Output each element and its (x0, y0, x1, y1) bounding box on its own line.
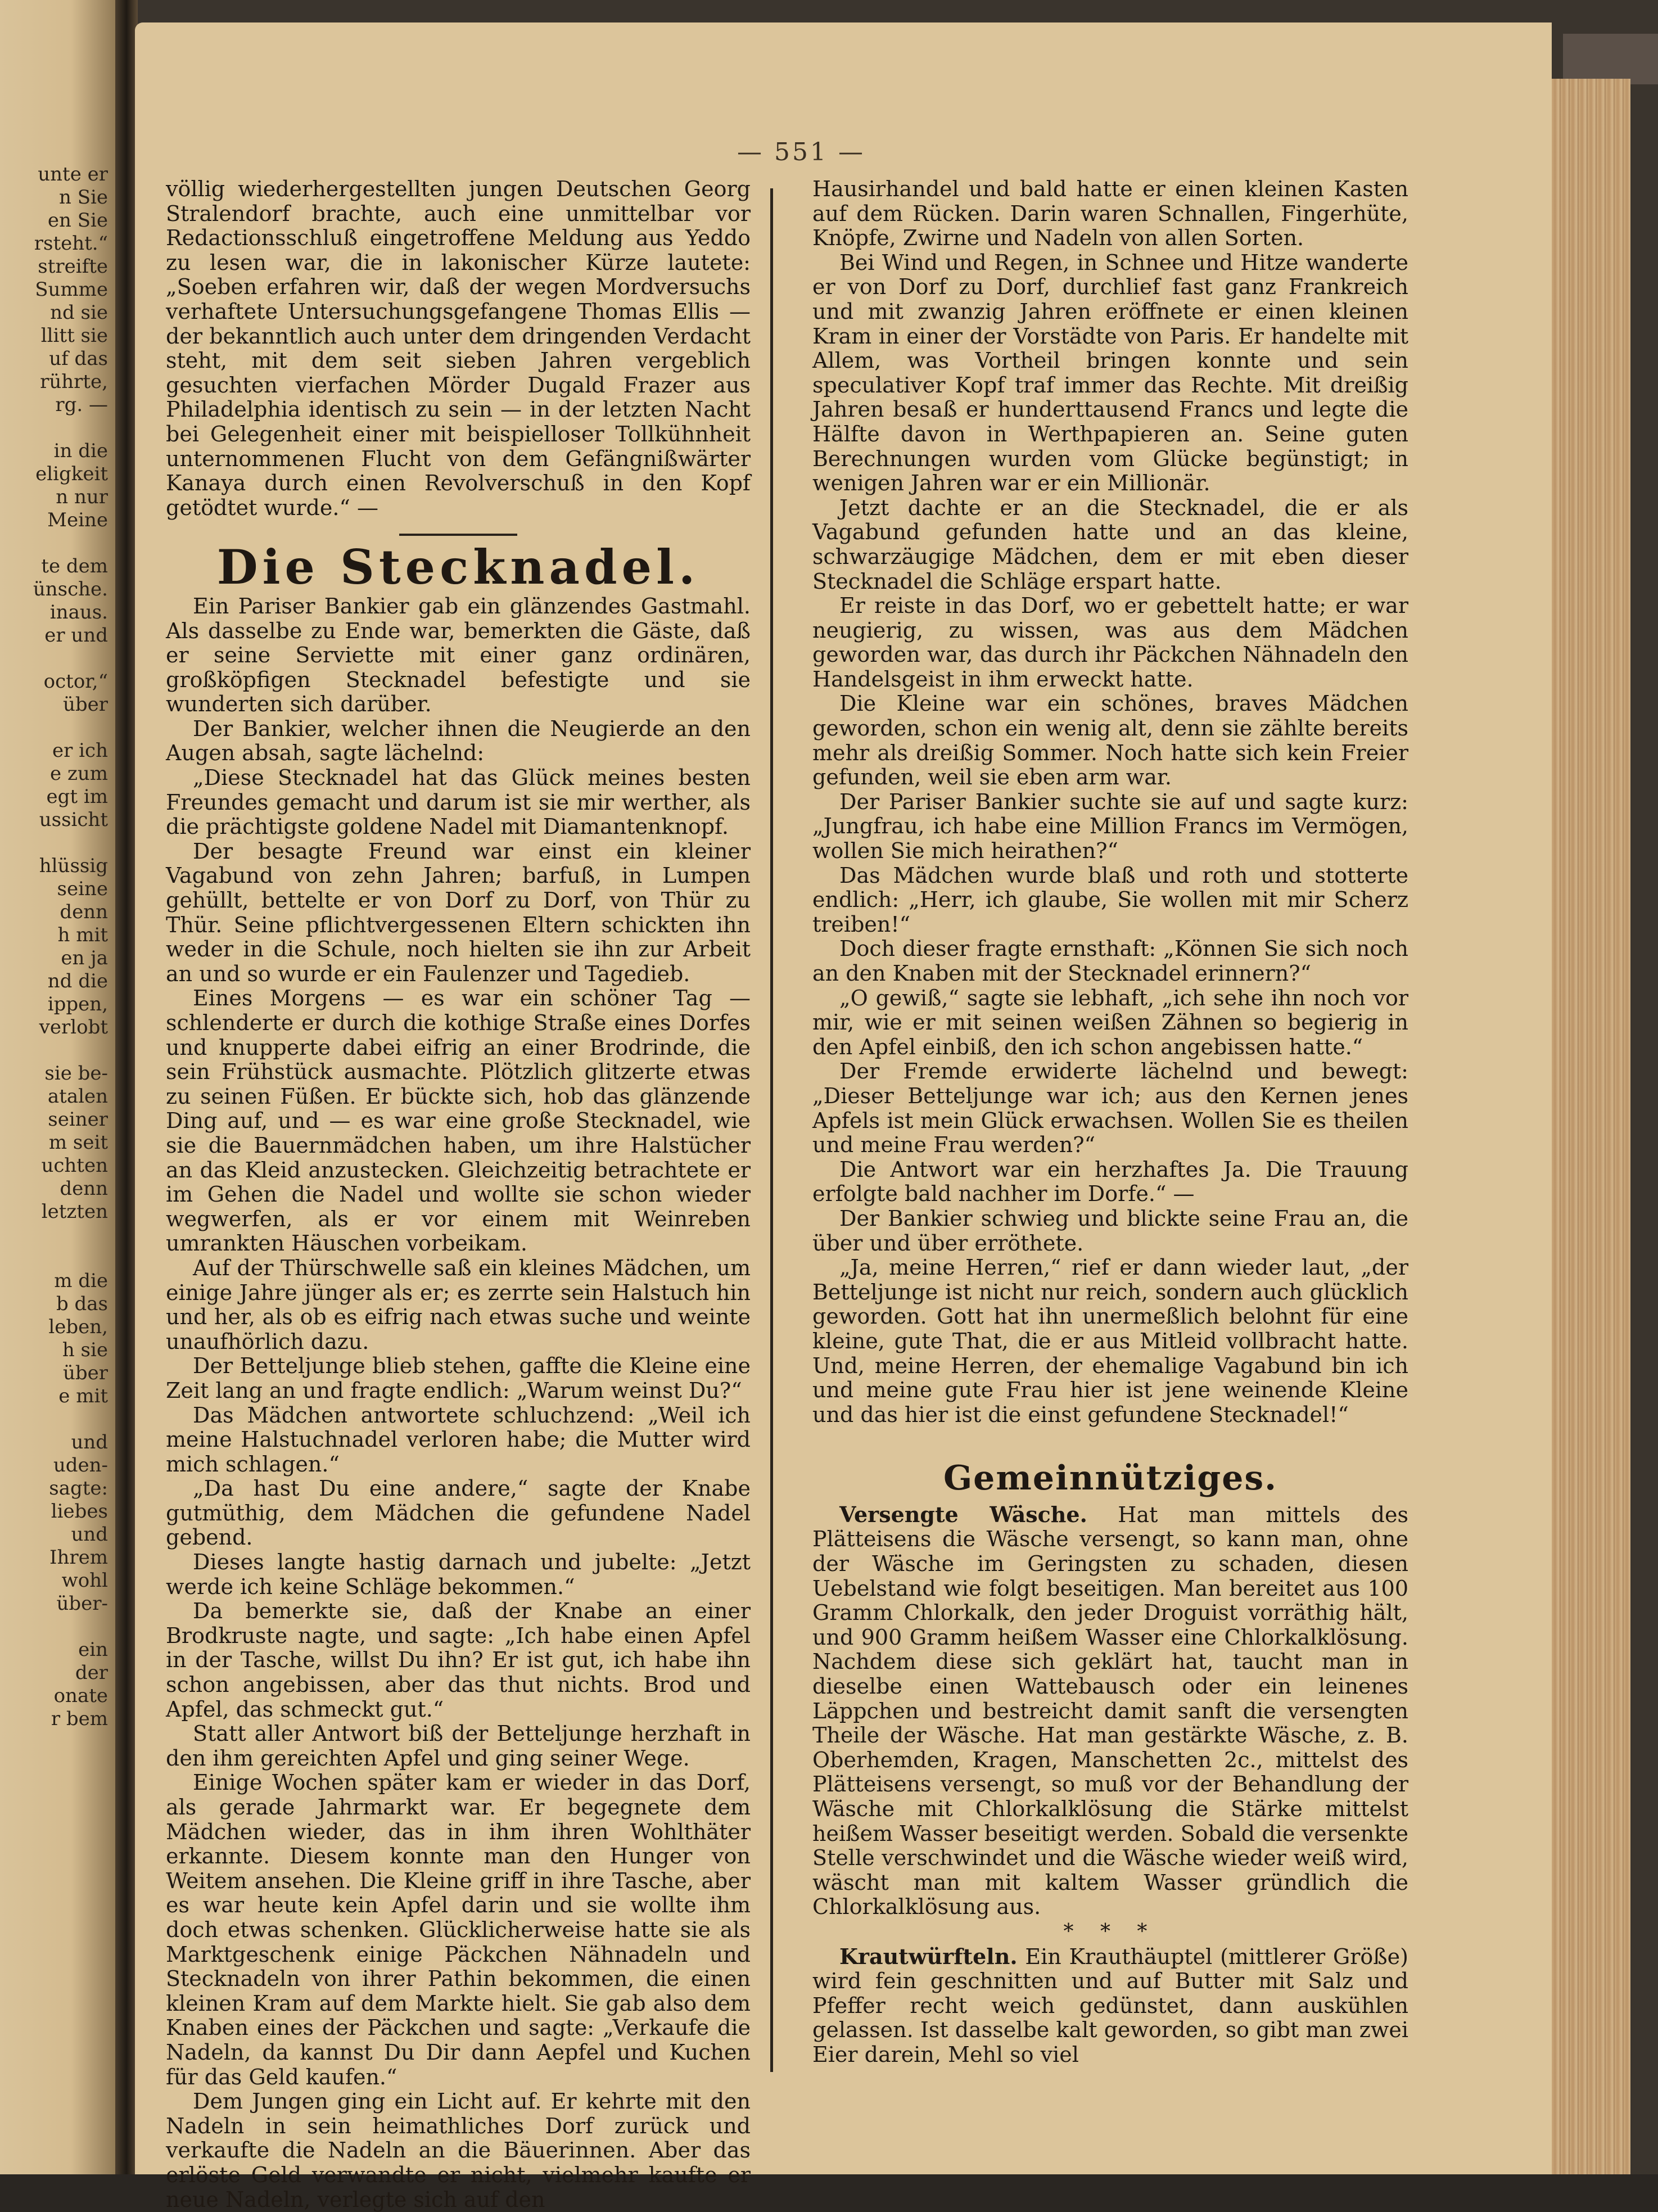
paragraph: Das Mädchen wurde blaß und roth und stotterte endlich: „Herr, ich glaube, Sie wollen mit mir Scherz treiben!“ (812, 863, 1408, 937)
paragraph: Die Kleine war ein schönes, braves Mädchen geworden, schon ein wenig alt, denn sie zählte bereits mehr als dreißig Sommer. Noch hatte sich kein Freier gefunden, weil sie eben arm war. (812, 691, 1408, 790)
paragraph: Ein Pariser Bankier gab ein glänzendes Gastmahl. Als dasselbe zu Ende war, bemerkten die Gäste, daß er seine Serviette mit einer ganz ordinären, großköpfigen Stecknadel befestigte und sie wunderten sich darüber. (166, 593, 751, 717)
paragraph: Der Pariser Bankier suchte sie auf und sagte kurz: „Jungfrau, ich habe eine Million Francs im Vermögen, wollen Sie mich heirathen?“ (812, 789, 1408, 864)
paragraph: „O gewiß,“ sagte sie lebhaft, „ich sehe ihn noch vor mir, wie er mit seinen weißen Zähnen so begierig in den Apfel einbiß, den ich schon angebissen hatte.“ (812, 985, 1408, 1059)
paragraph: Der Bankier schwieg und blickte seine Frau an, die über und über erröthete. (812, 1206, 1408, 1256)
left-page-text-fragment: unte er n Sie en Sie rsteht.“ streifte Summe nd sie llitt sie uf das rührte, rg. — in die eligkeit n nur Meine te dem ünsche. inaus. er und octor,“ über er ich e zum egt im ussicht hlüssig seine denn h mit en ja nd die ippen, verlobt sie be- atalen seiner m seit uchten denn letzten m die b das leben, h sie über e mit und uden- sagte: liebes und Ihrem wohl über- ein der onate r bem (33, 163, 108, 1730)
left-page (0, 0, 118, 2174)
recipe-title: Krautwürfteln. (839, 1943, 1018, 1969)
paragraph: „Da hast Du eine andere,“ sagte der Knabe gutmüthig, dem Mädchen die gefundene Nadel gebend. (166, 1476, 751, 1550)
paragraph: „Diese Stecknadel hat das Glück meines besten Freundes gemacht und darum ist sie mir werther, als die prächtigste goldene Nadel mit Diamantenknopf. (166, 765, 751, 839)
paragraph: Einige Wochen später kam er wieder in das Dorf, als gerade Jahrmarkt war. Er begegnete dem Mädchen wieder, das in ihm ihren Wohlthäter erkannte. Diesem konnte man den Hunger von Weitem ansehen. Die Kleine griff in ihre Tasche, aber es war heute kein Apfel darin und sie wollte ihm doch etwas schenken. Glücklicherweise hatte sie als Marktgeschenk einige Päckchen Nähnadeln und Stecknadeln von ihrer Pathin bekommen, die einen kleinen Kram auf dem Markte hielt. Sie gab also dem Knaben eines der Päckchen und sagte: „Verkaufe die Nadeln, da kannst Du Dir dann Aepfel und Kuchen für das Geld kaufen.“ (166, 1770, 751, 2089)
asterism-separator: * * * (1063, 1920, 1158, 1943)
section-divider (399, 534, 517, 536)
tip-paragraph (812, 1502, 1408, 1920)
story-title: Die Stecknadel. (216, 539, 700, 595)
paragraph: Das Mädchen antwortete schluchzend: „Weil ich meine Halstuchnadel verloren habe; die Mutter wird mich schlagen.“ (166, 1402, 751, 1477)
page-edges (1552, 79, 1630, 2174)
paragraph: Auf der Thürschwelle saß ein kleines Mädchen, um einige Jahre jünger als er; es zerrte sein Halstuch hin und her, als ob es eifrig nach etwas suche und weinte unaufhörlich dazu. (166, 1255, 751, 1354)
right-column (812, 177, 1408, 2067)
article-intro-text: völlig wiederhergestellten jungen Deutschen Georg Stralendorf brachte, auch eine unmittelbar vor Redactionsschluß eingetroffene Meldung aus Yeddo zu lesen war, die in lakonischer Kürze lautete: „Soeben erfahren wir, daß der wegen Mordversuchs verhaftete Untersuchungsgefangene Thomas Ellis — der bekanntlich auch unter dem dringenden Verdacht steht, mit dem seit sieben Jahren vergeblich gesuchten vierfachen Mörder Dugald Frazer aus Philadelphia identisch zu sein — in der letzten Nacht bei Gelegenheit einer mit beispielloser Tollkühnheit unternommenen Flucht von dem Gefängnißwärter Kanaya durch einen Revolverschuß in den Kopf getödtet wurde.“ — (166, 177, 751, 520)
paragraph: Dem Jungen ging ein Licht auf. Er kehrte mit den Nadeln in sein heimathliches Dorf zurück und verkaufte die Nadeln an die Bäuerinnen. Aber das erlöste Geld verwandte er nicht, vielmehr kaufte er neue Nadeln, verlegte sich auf den (166, 2089, 751, 2212)
paragraph: Der besagte Freund war einst ein kleiner Vagabund von zehn Jahren; barfuß, in Lumpen gehüllt, bettelte er von Dorf zu Dorf, von Thür zu Thür. Seine pflichtvergessenen Eltern schickten ihn weder in die Schule, noch hielten sie ihn zur Arbeit an und so wurde er ein Faulenzer und Tagedieb. (166, 838, 751, 986)
left-column (166, 177, 751, 2212)
paragraph: Jetzt dachte er an die Stecknadel, die er als Vagabund gefunden hatte und an das kleine, schwarzäugige Mädchen, dem er mit eben dieser Stecknadel die Schläge erspart hatte. (812, 495, 1408, 594)
column-divider (770, 188, 773, 2072)
paragraph: Dieses langte hastig darnach und jubelte: „Jetzt werde ich keine Schläge bekommen.“ (166, 1550, 751, 1599)
paragraph: Er reiste in das Dorf, wo er gebettelt hatte; er war neugierig, zu wissen, was aus dem Mädchen geworden war, das durch ihr Päckchen Nähnadeln den Handelsgeist in ihm erweckt hatte. (812, 593, 1408, 692)
paragraph: Der Bankier, welcher ihnen die Neugierde an den Augen absah, sagte lächelnd: (166, 716, 751, 766)
tip-text: Hat man mittels des Plätteisens die Wäsche versengt, so kann man, ohne der Wäsche im Geringsten zu schaden, diesen Uebelstand wie folgt beseitigen. Man bereitet aus 100 Gramm Chlorkalk, den jeder Droguist vorräthig hält, und 900 Gramm heißem Wasser eine Chlorkalklösung. Nachdem diese sich geklärt hat, taucht man in dieselbe einen Wattebausch oder ein leinenes Läppchen und bestreicht damit sanft die versengten Theile der Wäsche. Hat man gestärkte Wäsche, z. B. Oberhemden, Kragen, Manschetten 2c., mittelst des Plätteisens versengt, so muß vor der Behandlung der Wäsche mit Chlorkalklösung die Stärke mittelst heißem Wasser beseitigt werden. Sobald die versenkte Stelle verschwindet und die Wäsche wieder weiß wird, wäscht man mit kaltem Wasser gründlich die Chlorkalklösung aus. (812, 1502, 1408, 1920)
paragraph: Bei Wind und Regen, in Schnee und Hitze wanderte er von Dorf zu Dorf, durchlief fast ganz Frankreich und mit zwanzig Jahren eröffnete er einen kleinen Kram in einer der Vorstädte von Paris. Er handelte mit Allem, was Vortheil bringen konnte und sein speculativer Kopf traf immer das Rechte. Mit dreißig Jahren besaß er hunderttausend Francs und legte die Hälfte davon in Werthpapieren an. Seine guten Berechnungen wurden vom Glücke begünstigt; in wenigen Jahren war er ein Millionär. (812, 250, 1408, 496)
recipe-paragraph (812, 1944, 1408, 2067)
paragraph: Doch dieser fragte ernsthaft: „Können Sie sich noch an den Knaben mit der Stecknadel erinnern?“ (812, 936, 1408, 986)
section-heading: Gemeinnütziges. (943, 1459, 1278, 1498)
paragraph: Eines Morgens — es war ein schöner Tag — schlenderte er durch die kothige Straße eines Dorfes und knupperte dabei eifrig an einer Brodrinde, die sein Frühstück ausmachte. Plötzlich glitzerte etwas zu seinen Füßen. Er bückte sich, hob das glänzende Ding auf, und — es war eine große Stecknadel, wie sie die Bauernmädchen haben, um ihre Halstücher an das Kleid anzustecken. Gleichzeitig betrachtete er im Gehen die Nadel und wollte sie schon wieder wegwerfen, als er vor einem mit Weinreben umrankten Häuschen vorbeikam. (166, 986, 751, 1256)
paragraph: Die Antwort war ein herzhaftes Ja. Die Trauung erfolgte bald nachher im Dorfe.“ — (812, 1157, 1408, 1207)
book-cover-edge (1563, 34, 1658, 84)
paragraph: Statt aller Antwort biß der Betteljunge herzhaft in den ihm gereichten Apfel und ging seiner Wege. (166, 1721, 751, 1771)
page-number: — 551 — (737, 138, 865, 166)
paragraph: Der Fremde erwiderte lächelnd und bewegt: „Dieser Betteljunge war ich; aus den Kernen jenes Apfels ist mein Glück erwachsen. Wollen Sie es theilen und meine Frau werden?“ (812, 1059, 1408, 1158)
recipe-text: Ein Krauthäuptel (mittlerer Größe) wird fein geschnitten und auf Butter mit Salz und Pfeffer recht weich gedünstet, dann auskühlen gelassen. Ist dasselbe kalt geworden, so gibt man zwei Eier darein, Mehl so viel (812, 1944, 1408, 2067)
tip-title: Versengte Wäsche. (839, 1501, 1087, 1527)
book-gutter (115, 0, 138, 2174)
paragraph: „Ja, meine Herren,“ rief er dann wieder laut, „der Betteljunge ist nicht nur reich, sondern auch glücklich geworden. Gott hat ihn unermeßlich belohnt für eine kleine, gute That, die er aus Mitleid vollbracht hatte. Und, meine Herren, der ehemalige Vagabund bin ich und meine gute Frau hier ist jene weinende Kleine und das hier ist die einst gefundene Stecknadel!“ (812, 1255, 1408, 1427)
paragraph: Der Betteljunge blieb stehen, gaffte die Kleine eine Zeit lang an und fragte endlich: „Warum weinst Du?“ (166, 1353, 751, 1403)
paragraph: Da bemerkte sie, daß der Knabe an einer Brodkruste nagte, und sagte: „Ich habe einen Apfel in der Tasche, willst Du ihn? Er ist gut, ich habe ihn schon angebissen, aber das thut nichts. Brod und Apfel, das schmeckt gut.“ (166, 1599, 751, 1722)
paragraph: Hausirhandel und bald hatte er einen kleinen Kasten auf dem Rücken. Darin waren Schnallen, Fingerhüte, Knöpfe, Zwirne und Nadeln von allen Sorten. (812, 177, 1408, 251)
